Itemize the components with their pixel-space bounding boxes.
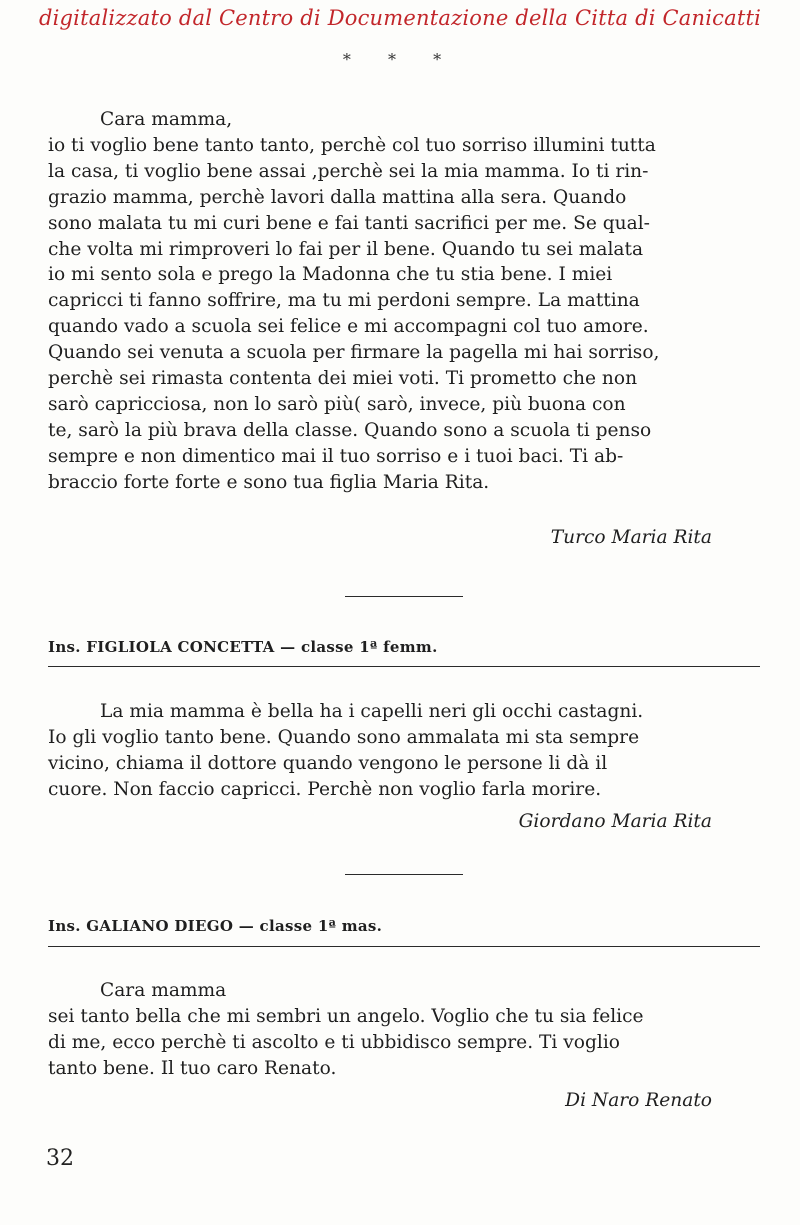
letter-3-line: di me, ecco perchè ti ascolto e ti ubbidisco sempre. Ti voglio — [48, 1031, 620, 1053]
watermark: digitalizzato dal Centro di Documentazione della Citta di Canicatti — [38, 6, 762, 30]
letter-1-line: sono malata tu mi curi bene e fai tanti sacrifici per me. Se qual- — [48, 212, 650, 234]
letter-1-line: sempre e non dimentico mai il tuo sorriso e i tuoi baci. Ti ab- — [48, 445, 624, 467]
letter-1-line: io ti voglio bene tanto tanto, perchè col tuo sorriso illumini tutta — [48, 134, 656, 156]
letter-1-line: Quando sei venuta a scuola per firmare la pagella mi hai sorriso, — [48, 342, 660, 364]
letter-1-line: io mi sento sola e prego la Madonna che tu stia bene. I miei — [48, 264, 613, 286]
letter-2 — [48, 699, 760, 803]
letter-3-heading: Ins. GALIANO DIEGO — classe 1ª mas. — [48, 917, 383, 935]
letter-1-line: grazio mamma, perchè lavori dalla mattina alla sera. Quando — [48, 186, 627, 208]
letter-1-line: quando vado a scuola sei felice e mi accompagni col tuo amore. — [48, 316, 649, 338]
letter-1-signature: Turco Maria Rita — [550, 527, 712, 548]
letter-1-line: la casa, ti voglio bene assai ,perchè sei la mia mamma. Io ti rin- — [48, 160, 649, 182]
letter-1-line: che volta mi rimproveri lo fai per il bene. Quando tu sei malata — [48, 238, 644, 260]
section-asterisks: * * * — [342, 50, 458, 69]
section-divider — [345, 874, 463, 875]
letter-1-line: te, sarò la più brava della classe. Quando sono a scuola ti penso — [48, 419, 652, 441]
section-divider — [345, 596, 463, 597]
letter-3-line: tanto bene. Il tuo caro Renato. — [48, 1057, 337, 1079]
heading-rule — [48, 946, 760, 947]
letter-2-signature: Giordano Maria Rita — [518, 811, 712, 832]
letter-1-line: sarò capricciosa, non lo sarò più( sarò, invece, più buona con — [48, 393, 626, 415]
page-number: 32 — [46, 1146, 74, 1171]
letter-1-greeting: Cara mamma, — [100, 109, 233, 130]
letter-2-first-line: La mia mamma è bella ha i capelli neri gli occhi castagni. — [100, 701, 644, 722]
letter-1-line: perchè sei rimasta contenta dei miei voti. Ti prometto che non — [48, 368, 638, 390]
letter-1-line: capricci ti fanno soffrire, ma tu mi perdoni sempre. La mattina — [48, 290, 640, 312]
letter-2-heading: Ins. FIGLIOLA CONCETTA — classe 1ª femm. — [48, 638, 438, 656]
letter-2-line: Io gli voglio tanto bene. Quando sono ammalata mi sta sempre — [48, 726, 640, 748]
letter-1-line: braccio forte forte e sono tua figlia Maria Rita. — [48, 471, 490, 493]
letter-2-line: vicino, chiama il dottore quando vengono le persone li dà il — [48, 752, 608, 774]
letter-3-signature: Di Naro Renato — [565, 1090, 712, 1111]
heading-rule — [48, 666, 760, 667]
letter-2-line: cuore. Non faccio capricci. Perchè non voglio farla morire. — [48, 778, 602, 800]
letter-3-line: sei tanto bella che mi sembri un angelo. Voglio che tu sia felice — [48, 1005, 644, 1027]
letter-1 — [48, 107, 760, 496]
letter-3 — [48, 978, 760, 1082]
letter-3-greeting: Cara mamma — [100, 980, 227, 1001]
